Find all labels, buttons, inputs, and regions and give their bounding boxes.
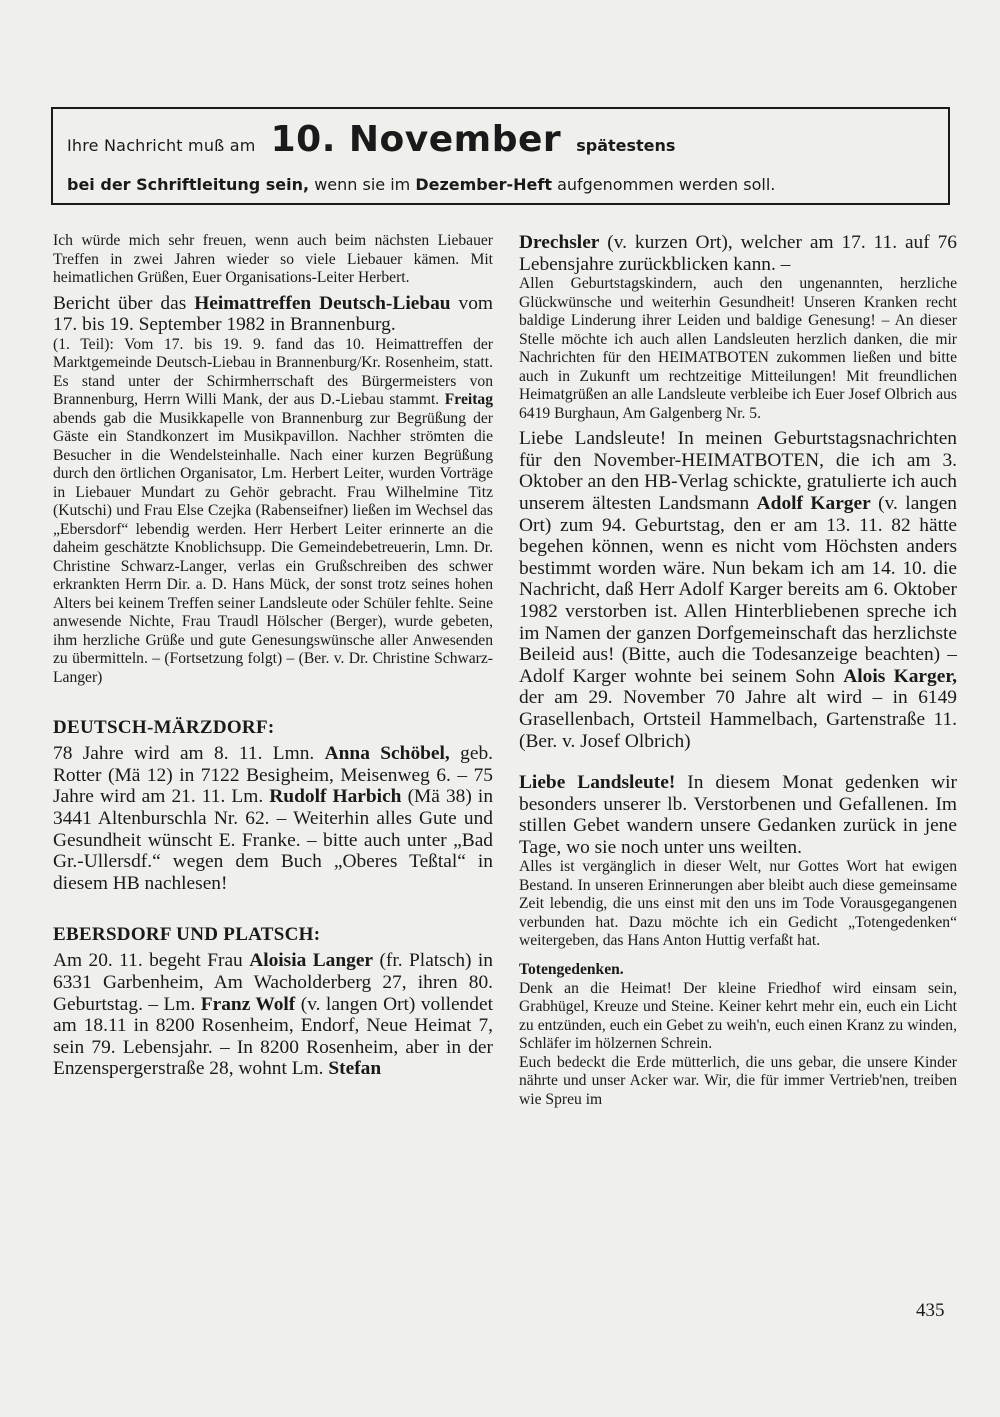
notice-sub-a: bei der Schriftleitung sein, [67,175,310,194]
eb-b: Aloisia Langer [249,950,374,972]
eb-f: Stefan [328,1058,382,1080]
poem-stanza-1: Denk an die Heimat! Der kleine Friedhof wird einsam sein, Grabhügel, Kreuze und Steine. Keiner kehrt mehr ein, euch ein Licht zu entzünden, euch ein Gebet zu weih'n, euch einen Kranz zu winden, Schläfer im hölzernen Schrein. [519,979,957,1053]
page-number: 435 [916,1300,945,1321]
notice-sub-d: aufgenommen werden soll. [551,175,776,194]
notice-prefix: Ihre Nachricht muß am [67,136,256,155]
allen-paragraph: Allen Geburtstagskindern, auch den ungenannten, herzliche Glückwünsche und weiterhin Gesundheit! Unseren Kranken recht baldige Linderung ihrer Leiden und baldige Genesung! – An dieser Stelle möchte ich auch allen Landsleuten herzlich danken, die mir Nachrichten für den HEIMATBOTEN zukommen ließen und bitte auch in Zukunft um rechtzeitige Mitteilungen! Mit freundlichen Heimatgrüßen an alle Landsleute verbleibe ich Euer Josef Olbrich aus 6419 Burghaun, Am Galgenberg Nr. 5. [519,275,957,422]
bericht-b: Heimattreffen Deutsch-Liebau [194,292,451,314]
liebe-e: der am 29. November 70 Jahre alt wird – in 6149 Grasellenbach, Ortsteil Hammelbach, Gartenstraße 11. (Ber. v. Josef Olbrich) [519,687,957,752]
liebe-c: (v. langen Ort) zum 94. Geburtstag, den er am 13. 11. 82 hätte begehen können, wenn es nicht vom Höchsten anders bestimmt worden wäre. Nun bekam ich am 14. 10. die Nachricht, daß Herr Adolf Karger bereits am 6. Oktober 1982 verstorben ist. Allen Hinterbliebenen spreche ich im Namen der ganzen Dorfgemeinschaft das herzlichste Beileid aus! (Bitte, auch die Todesanzeige beachten) – Adolf Karger wohnte bei seinem Sohn [519,492,957,687]
body-c: abends gab die Musikkapelle von Brannenburg zur Begrüßung der Gäste ein Standkonzert im Musikpavillon. Nachher strömten die Besucher in die Wendelsteinhalle. Nach einer kurzen Begrüßung durch den örtlichen Organisator, Lm. Herbert Leiter, wurden Vorträge in Liebauer Mundart zu Gehör gebracht. Frau Wilhelmine Titz (Kutschi) und Frau Else Czejka (Rabenseifner) ließen im Wechsel das „Ebersdorf“ lebendig werden. Herr Herbert Leiter erinnerte an die daheim geschätzte Knoblichsupp. Die Gemeindebetreuerin, Lmn. Dr. Christine Schwarz-Langer, verlas ein Grußschreiben des schwer erkrankten Herrn Dir. a. D. Hans Mück, der sonst trotz seines hohen Alters bei keinem Treffen seiner Landsleute oder Schüler fehlte. Seine anwesende Nichte, Frau Traudl Hölscher (Berger), wurde gebeten, ihm herzliche Grüße und gute Genesungswünsche aller Anwesenden zu übermitteln. – (Fortsetzung folgt) – (Ber. v. Dr. Christine Schwarz-Langer) [53,409,493,686]
eb-d: Franz Wolf [200,993,296,1015]
body-b: Freitag [444,391,493,409]
intro-paragraph: Ich würde mich sehr freuen, wenn auch beim nächsten Liebauer Treffen in zwei Jahren wieder so viele Liebauer kämen. Mit heimatlichen Grüßen, Euer Organisations-Leiter Herbert. [53,232,493,286]
eb-e: (v. langen Ort) vollendet am 18.11 in 8200 Rosenheim, Endorf, Neue Heimat 7, sein 79. Lebensjahr. – In 8200 Rosenheim, aber in der Enzenspergerstraße 28, wohnt Lm. [53,993,493,1080]
drechsler-paragraph [519,232,957,275]
dr-b: (v. kurzen Ort), welcher am 17. 11. auf 76 Lebensjahre zurückblicken kann. – [519,232,957,275]
maerzdorf-body [53,743,493,894]
notice-sub-c: Dezember-Heft [415,175,552,194]
poem-stanza-2: Euch bedeckt die Erde mütterlich, die uns gebar, die unsere Kinder nährte und unser Acker war. Wir, die für immer Vertrieb'nen, treiben wie Spreu im [519,1053,957,1108]
maerz-d: Rudolf Harbich [269,786,402,808]
dr-a: Drechsler [519,232,600,253]
notice-suffix: spätestens [576,136,676,155]
liebe-a: Liebe Landsleute! In meinen Geburtstagsnachrichten für den November-HEIMATBOTEN, die ich am 3. Oktober an den HB-Verlag schickte, gratulierte ich auch unserem ältesten Landsmann [519,428,957,514]
section-deutsch-maerzdorf [53,717,493,894]
deadline-notice-box [51,107,950,205]
liebe2-a: Liebe Landsleute! [519,772,676,794]
heading-deutsch-maerzdorf: DEUTSCH-MÄRZDORF: [53,717,275,739]
maerz-c: geb. Rotter (Mä 12) in 7122 Besigheim, Meisenweg 6. – 75 Jahre wird am 21. 11. Lm. [53,743,493,808]
left-column [53,232,493,1080]
ebersdorf-body [53,950,493,1080]
maerz-a: 78 Jahre wird am 8. 11. Lmn. [53,743,325,765]
notice-deadline-date: 10. November [270,119,562,160]
bericht-heading [53,293,493,336]
bericht-body [53,336,493,688]
poem-title: Totengedenken. [519,960,624,978]
liebe-landsleute-paragraph [519,428,957,752]
notice-subline [67,175,775,194]
gedenken-paragraph [519,772,957,858]
notice-sub-b: wenn sie im [309,175,416,194]
heading-ebersdorf-platsch: EBERSDORF UND PLATSCH: [53,924,321,946]
bericht-c: vom 17. bis 19. September 1982 in Brannenburg. [53,292,494,336]
eb-a: Am 20. 11. begeht Frau [53,950,250,972]
liebe-b: Adolf Karger [756,492,871,514]
liebe-d: Alois Karger, [843,665,957,687]
alles-paragraph: Alles ist vergänglich in dieser Welt, nur Gottes Wort hat ewigen Bestand. In unseren Erinnerungen aber bleibt auch diese gemeinsame Zeit lebendig, die uns einst mit den uns im Tode Vorausgegangenen verbunden hat. Dazu möchte ich ein Gedicht „Totengedenken“ weitergeben, das Hans Anton Huttig verfaßt hat. [519,858,957,950]
eb-c: (fr. Platsch) in 6331 Garbenheim, Am Wacholderberg 27, ihren 80. Geburtstag. – Lm. [53,950,493,1015]
right-column [519,232,957,1109]
notice-headline [67,119,675,160]
liebe2-b: In diesem Monat gedenken wir besonders unserer lb. Verstorbenen und Gefallenen. Im stillen Gebet wandern unsere Gedanken zurück in jene Tage, wo sie noch unter uns weilten. [519,772,957,858]
body-a: (1. Teil): Vom 17. bis 19. 9. fand das 10. Heimattreffen der Marktgemeinde Deutsch-Liebau in Brannenburg/Kr. Rosenheim, statt. Es stand unter der Schirmherrschaft des Bürgermeisters von Brannenburg, Herrn Willi Mank, der aus D.-Liebau stammt. [53,335,493,409]
bericht-a: Bericht über das [53,292,195,314]
maerz-e: (Mä 38) in 3441 Altenburschla Nr. 62. – Weiterhin alles Gute und Gesundheit wünscht E. Franke. – bitte auch unter „Bad Gr.-Ullersdf.“ wegen dem Buch „Oberes Teßtal“ in diesem HB nachlesen! [53,786,494,894]
maerz-b: Anna Schöbel, [324,743,450,765]
section-ebersdorf-platsch [53,924,493,1080]
